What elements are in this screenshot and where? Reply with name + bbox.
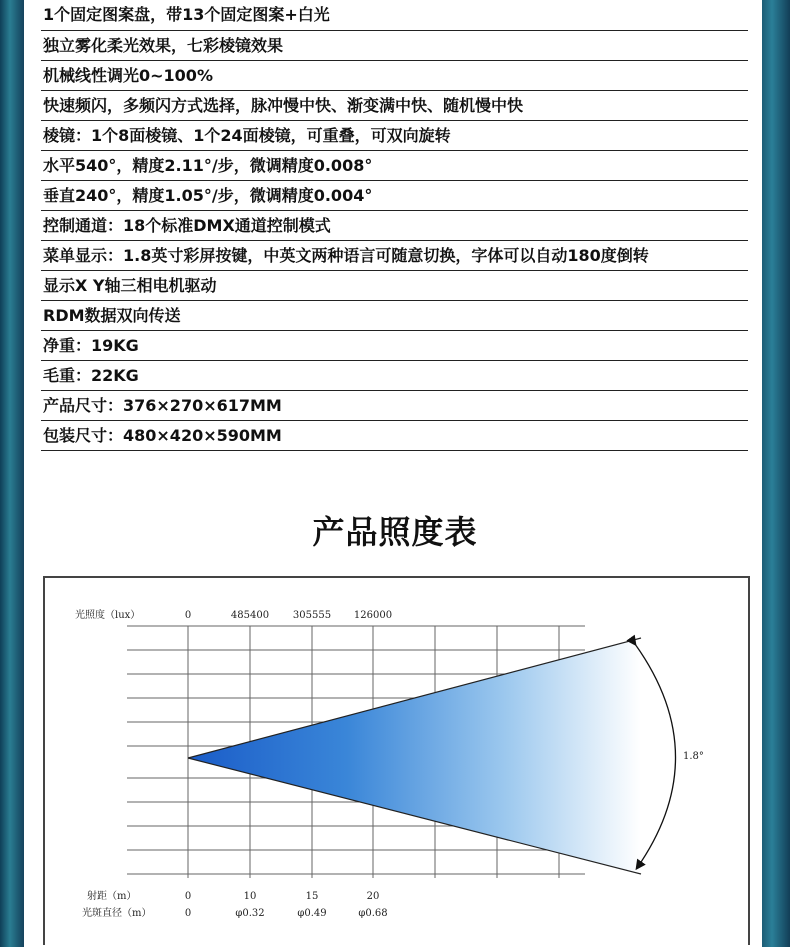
section-title: 产品照度表	[312, 513, 478, 551]
spec-row: 净重：19KG	[41, 330, 748, 360]
spec-row: 1个固定图案盘，带13个固定图案+白光	[43, 5, 330, 24]
beam-angle-label: 1.8°	[683, 751, 704, 762]
spec-row: 产品尺寸：376×270×617MM	[41, 390, 748, 420]
spec-row: 快速频闪，多频闪方式选择，脉冲慢中快、渐变满中快、随机慢中快	[41, 90, 748, 120]
distance-value: 15	[305, 891, 319, 902]
spec-row: 水平540°，精度2.11°/步，微调精度0.008°	[41, 150, 748, 180]
spec-row: 独立雾化柔光效果，七彩棱镜效果	[41, 30, 748, 60]
distance-value: 20	[366, 891, 380, 902]
spot-diameter-value: 0	[184, 908, 192, 919]
spec-row: 垂直240°，精度1.05°/步，微调精度0.004°	[41, 180, 748, 210]
spec-row: 包装尺寸：480×420×590MM	[41, 420, 748, 450]
distance-value: 0	[184, 891, 192, 902]
spec-row: 控制通道：18个标准DMX通道控制模式	[41, 210, 748, 240]
illuminance-value: 0	[184, 610, 192, 621]
illuminance-value: 305555	[292, 610, 332, 621]
spot-diameter-value: φ0.32	[235, 908, 265, 919]
spec-row: 毛重：22KG	[41, 360, 748, 390]
spec-table	[41, 0, 748, 451]
beam-diagram	[45, 578, 748, 947]
distance-axis-label: 射距（m）	[87, 891, 137, 902]
beam-cone	[188, 638, 641, 874]
distance-value: 10	[243, 891, 257, 902]
spot-diameter-value: φ0.49	[297, 908, 327, 919]
spot-diameter-label: 光斑直径（m）	[82, 908, 152, 919]
spec-row: 棱镜：1个8面棱镜、1个24面棱镜，可重叠，可双向旋转	[41, 120, 748, 150]
spec-row: 菜单显示：1.8英寸彩屏按键，中英文两种语言可随意切换，字体可以自动180度倒转	[41, 240, 748, 270]
spot-diameter-value: φ0.68	[358, 908, 388, 919]
beam-angle-arc	[635, 644, 676, 868]
spec-row: 机械线性调光0~100%	[41, 60, 748, 90]
spec-row: RDM数据双向传送	[41, 300, 748, 330]
illuminance-chart	[43, 576, 750, 945]
spec-row: 显示X Y轴三相电机驱动	[41, 270, 748, 300]
illuminance-axis-label: 光照度（lux）	[75, 610, 141, 621]
illuminance-value: 485400	[230, 610, 270, 621]
illuminance-value: 126000	[353, 610, 393, 621]
